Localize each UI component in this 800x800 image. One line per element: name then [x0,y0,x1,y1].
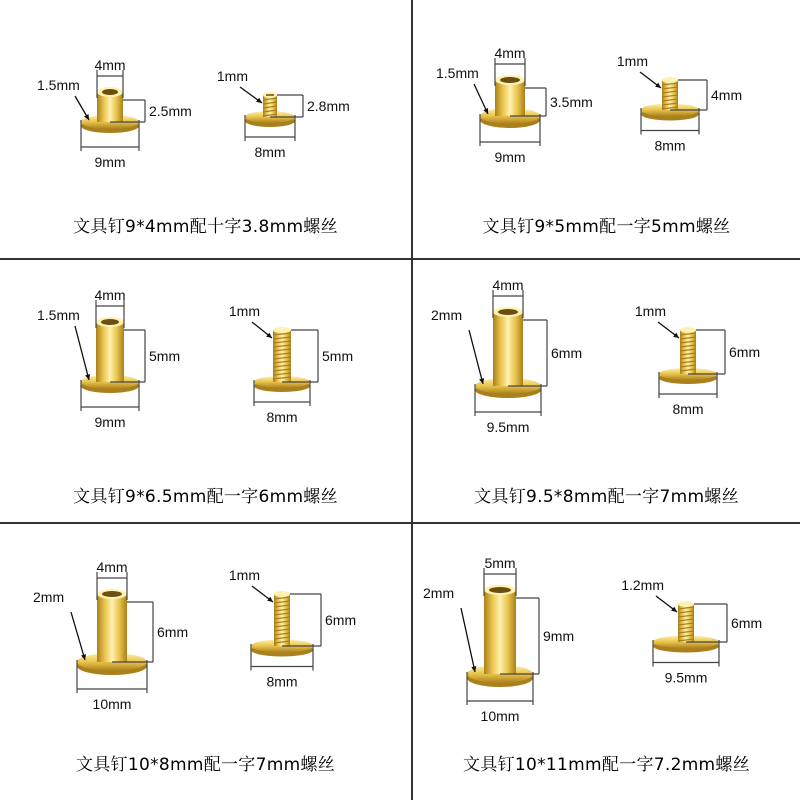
screw-diameter-label: 9.5mm [664,669,708,686]
post-diameter-label: 9mm [94,414,126,430]
screw-diameter-label: 8mm [254,144,286,160]
post-diameter-label: 10mm [480,708,520,724]
post-flange-label: 2mm [423,585,455,601]
thread-arrow [240,87,262,103]
screw-thread-label: 1mm [228,567,260,583]
screw-diameter-label: 8mm [266,673,298,690]
product-panel [413,0,800,265]
post-flange-label: 2mm [33,589,65,605]
post-height-label: 5mm [149,348,181,364]
barrel-post-image [467,585,533,687]
product-caption: 文具钉9*5mm配一字5mm螺丝 [482,217,731,237]
screw-image [641,77,699,121]
screw-thread-label: 1mm [634,303,666,319]
screw-image [659,327,717,384]
screw-diameter-label: 8mm [672,401,704,417]
product-caption: 文具钉10*8mm配一字7mm螺丝 [75,755,336,775]
screw-height-label: 6mm [731,615,763,631]
barrel-post-image [81,87,139,133]
product-caption: 文具钉9*4mm配十字3.8mm螺丝 [73,217,338,237]
screw-height-label: 6mm [325,612,357,628]
product-caption: 文具钉9.5*8mm配一字7mm螺丝 [474,487,739,507]
post-top-width-label: 4mm [94,57,126,73]
screw-height-label: 6mm [729,344,761,360]
post-top-width-label: 5mm [484,555,516,571]
product-panel [413,260,800,525]
product-panel [413,524,800,789]
post-height-label: 3.5mm [550,94,593,110]
post-flange-label: 2mm [431,307,463,323]
screw-thread-label: 1mm [616,53,648,69]
thread-arrow [252,322,272,338]
post-height-label: 6mm [157,624,189,640]
thread-arrow [640,72,661,88]
screw-thread-label: 1mm [228,303,260,319]
post-flange-label: 1.5mm [37,307,80,323]
barrel-post-image [475,307,541,398]
post-top-width-label: 4mm [94,287,126,303]
product-caption: 文具钉10*11mm配一字7.2mm螺丝 [462,755,751,775]
post-height-label: 6mm [551,345,583,361]
screw-diameter-label: 8mm [266,409,298,425]
flange-arrow [469,330,484,384]
screw-height-label: 2.8mm [307,98,350,114]
post-diameter-label: 9.5mm [486,419,530,435]
post-top-width-label: 4mm [492,277,524,293]
thread-arrow [656,596,677,612]
post-flange-label: 1.5mm [37,77,80,93]
thread-arrow [252,586,273,602]
post-diameter-label: 10mm [92,696,132,712]
thread-arrow [658,322,679,338]
post-top-width-label: 4mm [494,45,526,61]
product-panel [0,260,411,525]
product-panel [0,524,411,789]
product-caption: 文具钉9*6.5mm配一字6mm螺丝 [73,487,338,507]
flange-arrow [461,608,476,672]
screw-height-label: 4mm [711,87,743,103]
screw-image [245,92,295,127]
screw-diameter-label: 8mm [654,137,686,154]
post-diameter-label: 9mm [494,149,526,165]
screw-thread-label: 1.2mm [621,577,664,593]
flange-arrow [75,96,89,120]
flange-arrow [474,84,488,114]
post-height-label: 2.5mm [149,103,192,119]
post-height-label: 9mm [543,628,575,644]
post-flange-label: 1.5mm [436,65,479,81]
screw-thread-label: 1mm [216,68,248,84]
screw-image [251,591,313,657]
post-diameter-label: 9mm [94,154,126,170]
flange-arrow [75,326,90,380]
screw-image [653,601,719,653]
barrel-post-image [480,75,540,128]
post-top-width-label: 4mm [96,559,128,575]
flange-arrow [71,612,86,660]
product-panel [0,0,411,265]
screw-height-label: 5mm [322,348,354,364]
